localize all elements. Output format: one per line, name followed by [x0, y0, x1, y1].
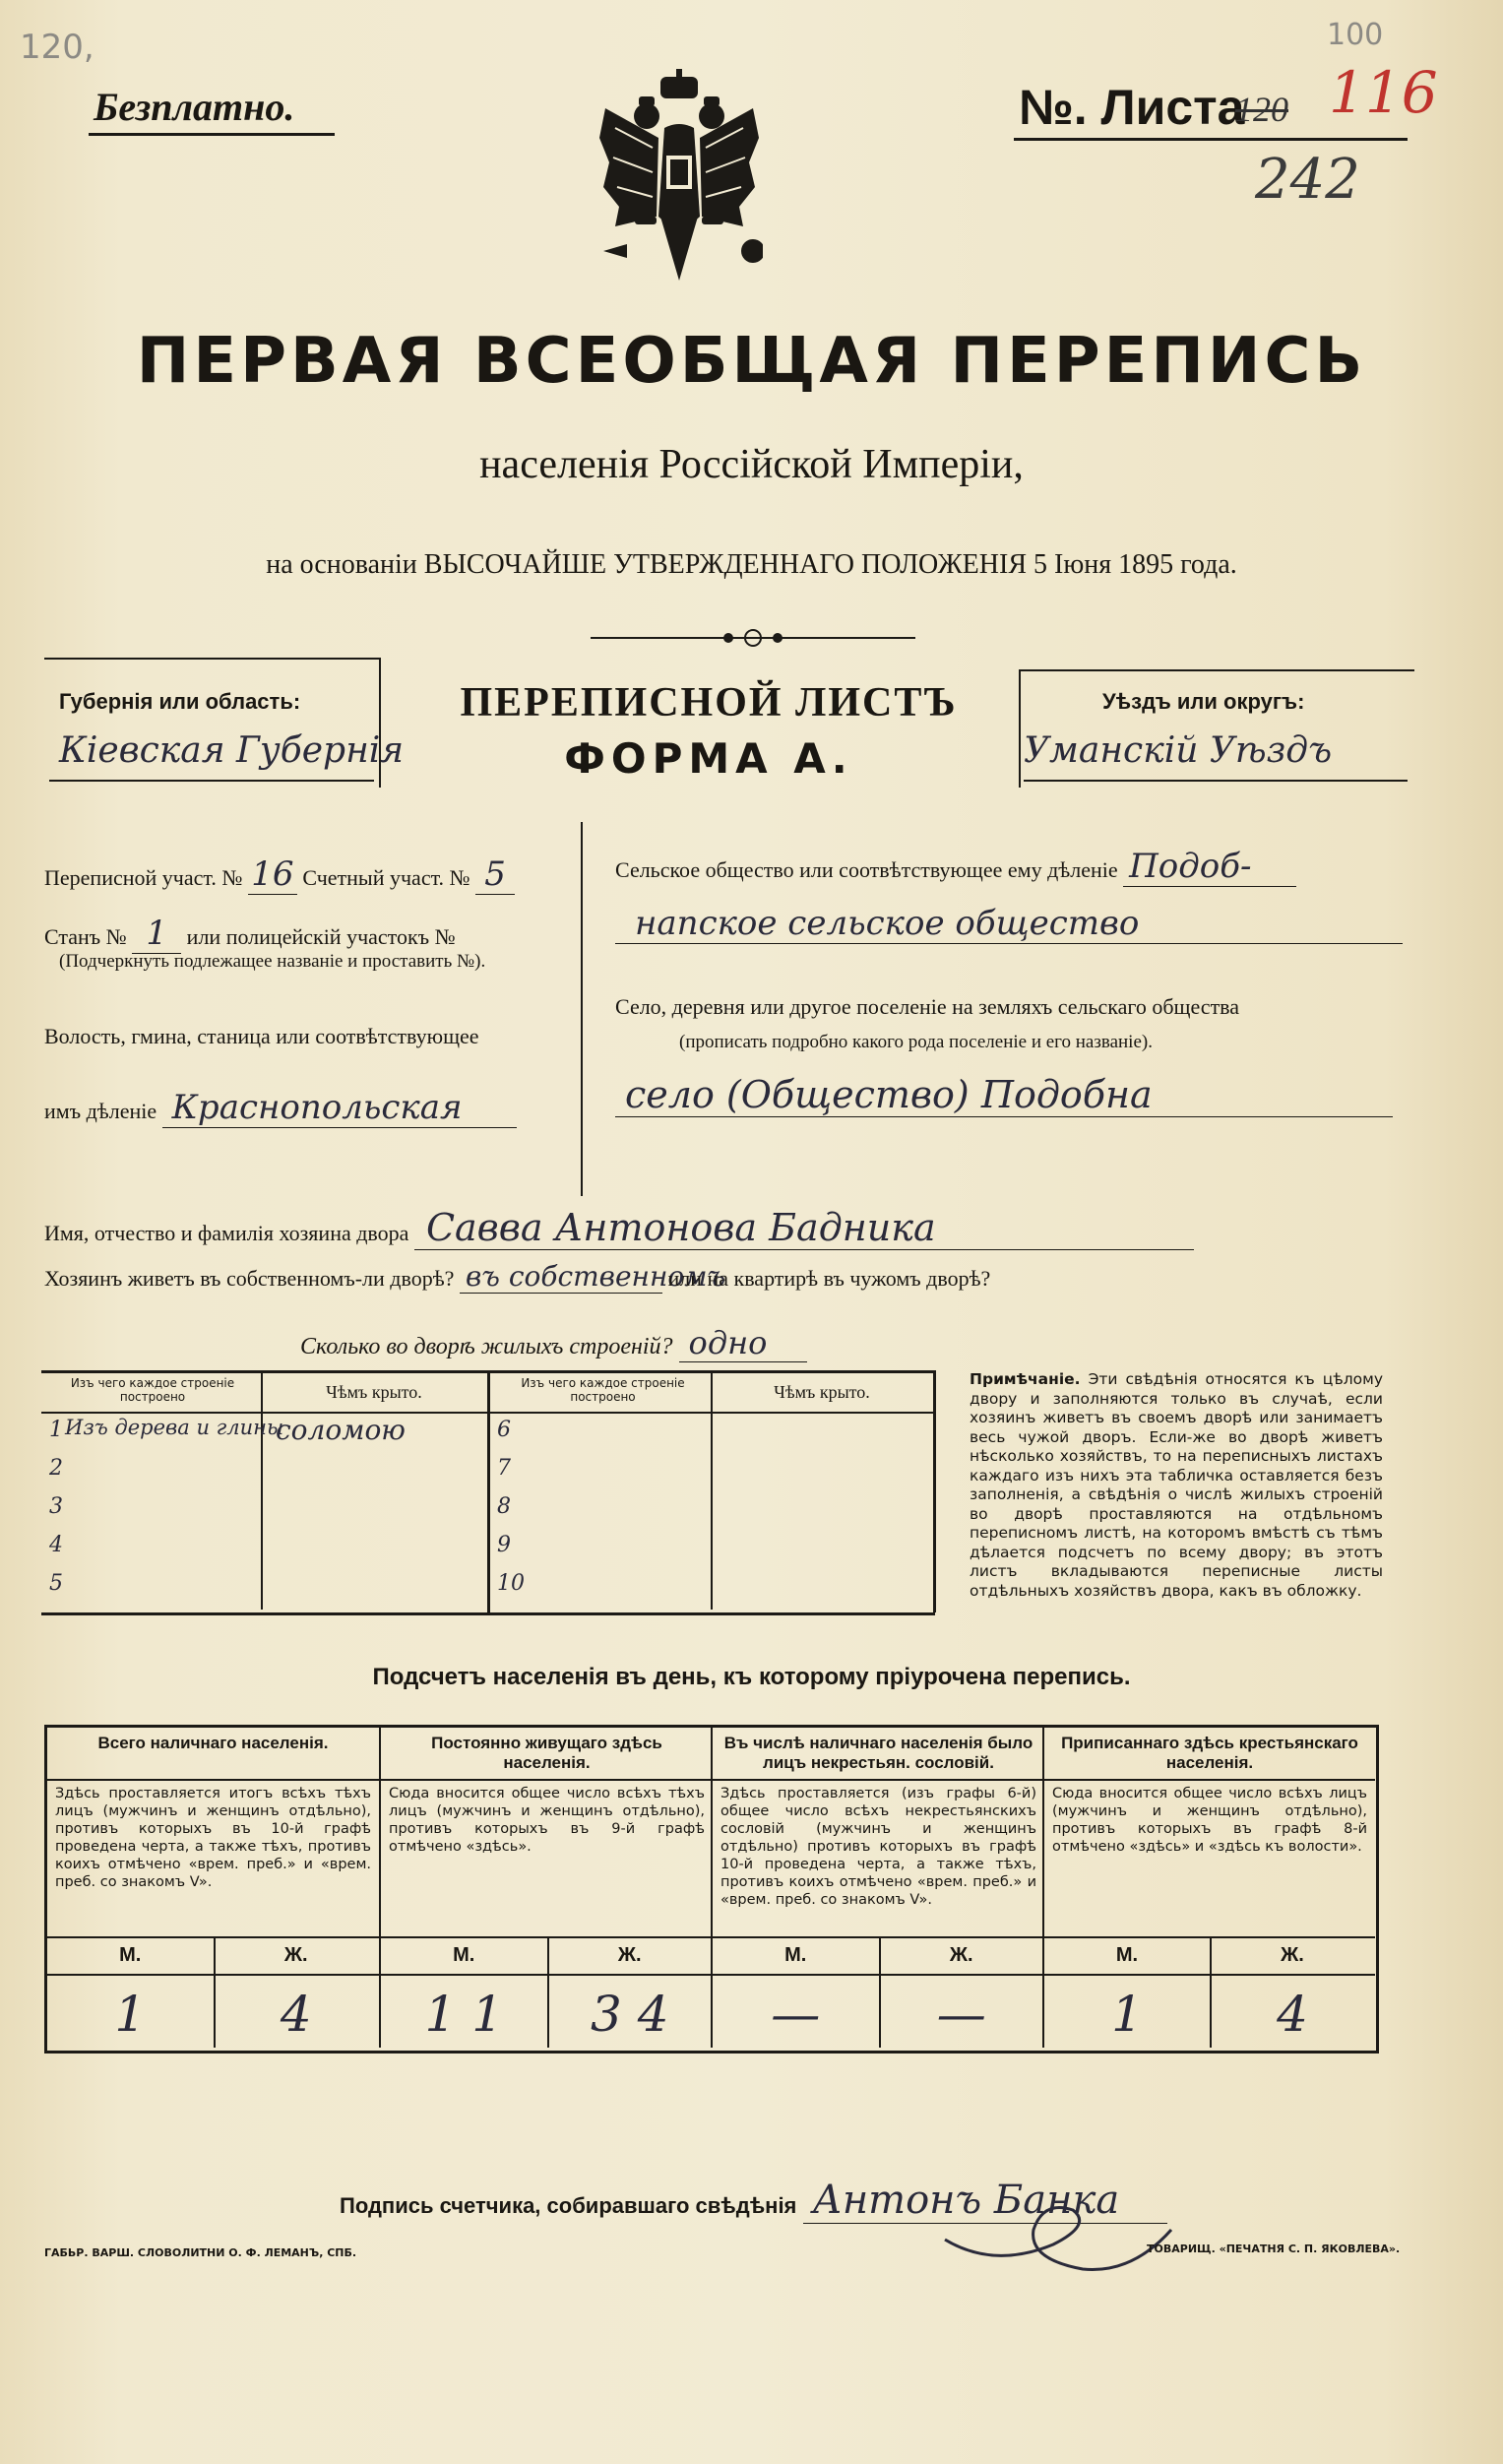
census-plot-value: 16: [248, 854, 297, 895]
building-row: [49, 1567, 487, 1606]
stan-label: Станъ №: [44, 924, 127, 949]
gubernia-value: Кіевская Губернія: [59, 730, 405, 771]
population-column-header: Въ числѣ наличнаго населенія было лицъ некрестьян. сословій.: [723, 1734, 1033, 1772]
building-row-number: 10: [497, 1571, 525, 1596]
population-column-desc: Сюда вносится общее число всѣхъ тѣхъ лицъ (мужчинъ и женщинъ отдѣльно), противъ которыхъ въ 9-й графѣ отмѣчено «здѣсь».: [389, 1786, 705, 1855]
police-label: или полицейскій участокъ №: [186, 924, 456, 949]
building-material: Изъ дерева и глины: [65, 1416, 284, 1439]
left-imprint: ГАБЬР. ВАРШ. СЛОВОЛИТНИ О. Ф. ЛЕМАНЪ, СПБ.: [44, 2246, 357, 2259]
note-block: [970, 1370, 1383, 1601]
population-column-desc: Здѣсь проставляется итогъ всѣхъ тѣхъ лицъ (мужчинъ и женщинъ отдѣльно), противъ которыхъ въ 10-й графѣ проведена черта, а также тѣхъ, противъ коихъ отмѣчено «врем. преб.» и «врем. преб. со знакомъ V».: [55, 1786, 371, 1890]
building-row: [49, 1414, 487, 1452]
gubernia-label: Губернія или область:: [59, 689, 301, 714]
building-row-number: 7: [497, 1456, 511, 1481]
building-row-number: 3: [49, 1494, 63, 1519]
uezd-value: Уманскій Уѣздъ: [1024, 730, 1333, 771]
volost-label-line1: Волость, гмина, станица или соотвѣтствующее: [44, 1024, 479, 1048]
female-value: 4: [1277, 1986, 1308, 2043]
population-title: Подсчетъ населенія въ день, къ которому пріурочена перепись.: [372, 1664, 1131, 1690]
buildings-count-value: одно: [679, 1324, 807, 1362]
male-value: 1: [1111, 1986, 1143, 2043]
sheet-number-red: 116: [1329, 59, 1438, 126]
village-label: Село, деревня или другое поселеніе на земляхъ сельскаго общества: [615, 994, 1240, 1019]
sheet-number-label: №. Листа: [1019, 80, 1245, 135]
building-row: [49, 1452, 487, 1490]
male-value: 1 1: [424, 1986, 504, 2043]
population-column-header: Приписаннаго здѣсь крестьянскаго населенія.: [1061, 1734, 1358, 1772]
male-value: 1: [114, 1986, 147, 2043]
owner-name-label: Имя, отчество и фамилія хозяина двора: [44, 1221, 409, 1245]
owner-lives-field: [44, 1260, 990, 1294]
building-row-number: 1: [49, 1418, 63, 1442]
free-label: Безплатно.: [94, 85, 295, 129]
signature-flourish-icon: [935, 2200, 1181, 2279]
col-material-left: Изъ чего каждое строеніе построено: [70, 1376, 235, 1404]
male-label: М.: [453, 1944, 475, 1966]
uezd-label: Уѣздъ или округъ:: [1102, 689, 1305, 714]
header-rule: [47, 1779, 379, 1781]
owner-lives-value: въ собственномъ: [460, 1260, 662, 1294]
population-column-desc: Сюда вносится общее число всѣхъ лицъ (мужчинъ и женщинъ отдѣльно), противъ которыхъ въ графѣ 8-й отмѣчено «здѣсь» и «здѣсь къ волости».: [1052, 1786, 1367, 1855]
male-value: —: [771, 1986, 821, 2043]
population-column-header: Постоянно живущаго здѣсь населенія.: [431, 1734, 662, 1772]
male-label: М.: [1115, 1944, 1139, 1966]
volost-label-line2: имъ дѣленіе: [44, 1099, 157, 1123]
right-imprint: ТОВАРИЩ. «ПЕЧАТНЯ С. П. ЯКОВЛЕВА».: [1147, 2243, 1401, 2255]
male-label: М.: [119, 1944, 142, 1966]
stamp-number: 242: [1255, 148, 1360, 212]
header-rule: [713, 1779, 1044, 1781]
main-title: ПЕРВАЯ ВСЕОБЩАЯ ПЕРЕПИСЬ: [136, 325, 1367, 398]
population-column: [1042, 1728, 1375, 2048]
ornament-divider-icon: [591, 626, 915, 650]
female-label: Ж.: [1281, 1944, 1304, 1966]
female-value: 3 4: [590, 1986, 669, 2043]
female-label: Ж.: [617, 1944, 642, 1966]
building-row-number: 9: [497, 1533, 511, 1557]
volost-field: [44, 1088, 517, 1128]
building-row: [49, 1529, 487, 1567]
female-label: Ж.: [949, 1944, 973, 1966]
col-roof-left: Чѣмъ крыто.: [326, 1382, 422, 1402]
volost-value: Краснопольская: [162, 1088, 517, 1128]
header-rule: [381, 1779, 713, 1781]
pencil-number-top-right: 100: [1327, 18, 1384, 52]
building-row-number: 5: [49, 1571, 63, 1596]
count-plot-label: Счетный участ. №: [302, 865, 470, 890]
building-row: [497, 1490, 933, 1529]
note-heading: Примѣчаніе.: [970, 1370, 1081, 1388]
population-column-desc: Здѣсь проставляется (изъ графы 6-й) общее число всѣхъ некрестьянскихъ сословій (мужчинъ и женщинъ отдѣльно) противъ которыхъ въ графѣ 10-й проведена черта, а также тѣхъ, противъ коихъ отмѣчено «врем. преб.» и «врем. преб. со знакомъ V».: [720, 1786, 1036, 1908]
building-row: [497, 1414, 933, 1452]
village-value: село (Общество) Подобна: [615, 1073, 1393, 1117]
female-value: —: [936, 1986, 986, 2043]
col-material-right: Изъ чего каждое строеніе построено: [521, 1376, 685, 1404]
buildings-count-field: [300, 1324, 807, 1362]
census-plot-label: Переписной участ. №: [44, 865, 243, 890]
note-text: Эти свѣдѣнія относятся къ цѣлому двору и заполняются только въ случаѣ, если хозяинъ живетъ въ своемъ дворѣ или занимаетъ весь чужой дворъ. Если-же во дворѣ живетъ нѣсколько хозяйствъ, то на переписныхъ листахъ каждаго изъ нихъ эта табличка оставляется безъ заполненія, а свѣдѣнія о числѣ жилыхъ строеній во дворѣ проставляются на отдѣльномъ переписномъ листѣ, на которомъ вмѣстѣ съ тѣмъ дѣлается подсчетъ по всему двору; въ этотъ листъ вкладываются переписные листы отдѣльныхъ хозяйствъ двора, какъ въ обложку.: [970, 1370, 1383, 1600]
male-label: М.: [784, 1944, 807, 1966]
population-column: [711, 1728, 1044, 2048]
society-field: [615, 847, 1296, 887]
basis-line: на основаніи ВЫСОЧАЙШЕ УТВЕРЖДЕННАГО ПОЛОЖЕНІЯ 5 Іюня 1895 года.: [266, 549, 1237, 580]
signature-label: Подпись счетчика, собиравшаго свѣдѣнія: [340, 2193, 797, 2218]
building-row-number: 8: [497, 1494, 511, 1519]
building-row-number: 2: [49, 1456, 63, 1481]
census-plot-field: [44, 854, 515, 895]
signature-value: Антонъ Банка: [803, 2178, 1167, 2224]
header-rule: [1044, 1779, 1375, 1781]
stan-value: 1: [132, 914, 181, 954]
col-roof-right: Чѣмъ крыто.: [774, 1382, 870, 1402]
owner-lives-label-2: или на квартирѣ въ чужомъ дворѣ?: [667, 1266, 991, 1291]
double-headed-eagle-icon: [595, 69, 763, 305]
sheet-number-crossed: 120: [1235, 90, 1288, 129]
female-label: Ж.: [283, 1944, 308, 1966]
building-row-number: 6: [497, 1418, 511, 1442]
population-columns: [47, 1728, 1376, 2048]
owner-name-field: [44, 1206, 1194, 1250]
female-value: 4: [280, 1986, 312, 2043]
form-title: ФОРМА А.: [564, 734, 853, 783]
society-value-line2: напское сельское общество: [615, 904, 1403, 944]
owner-lives-label: Хозяинъ живетъ въ собственномъ-ли дворѣ?: [44, 1266, 455, 1291]
society-value-line1: Подоб-: [1123, 847, 1296, 887]
village-note: (прописать подробно какого рода поселеніе и его названіе).: [679, 1032, 1153, 1052]
population-column: [379, 1728, 713, 2048]
buildings-count-label: Сколько во дворѣ жилыхъ строеній?: [300, 1334, 673, 1359]
building-row: [497, 1567, 933, 1606]
building-row: [497, 1529, 933, 1567]
population-column: [47, 1728, 379, 2048]
building-row: [49, 1490, 487, 1529]
count-plot-value: 5: [475, 854, 515, 895]
subtitle: населенія Россійской Имперіи,: [479, 442, 1024, 487]
building-roof: соломою: [276, 1414, 406, 1446]
building-row-number: 4: [49, 1533, 63, 1557]
building-row: [497, 1452, 933, 1490]
stan-field: [44, 914, 456, 954]
underline-note: (Подчеркнуть подлежащее названіе и проставить №).: [59, 951, 486, 972]
pencil-number-top-left: 120,: [20, 28, 94, 67]
population-column-header: Всего наличнаго населенія.: [97, 1734, 329, 1752]
society-label: Сельское общество или соотвѣтствующее ему дѣленіе: [615, 857, 1118, 882]
owner-name-value: Савва Антонова Бадника: [414, 1206, 1194, 1250]
sheet-title: ПЕРЕПИСНОЙ ЛИСТЪ: [460, 680, 958, 726]
